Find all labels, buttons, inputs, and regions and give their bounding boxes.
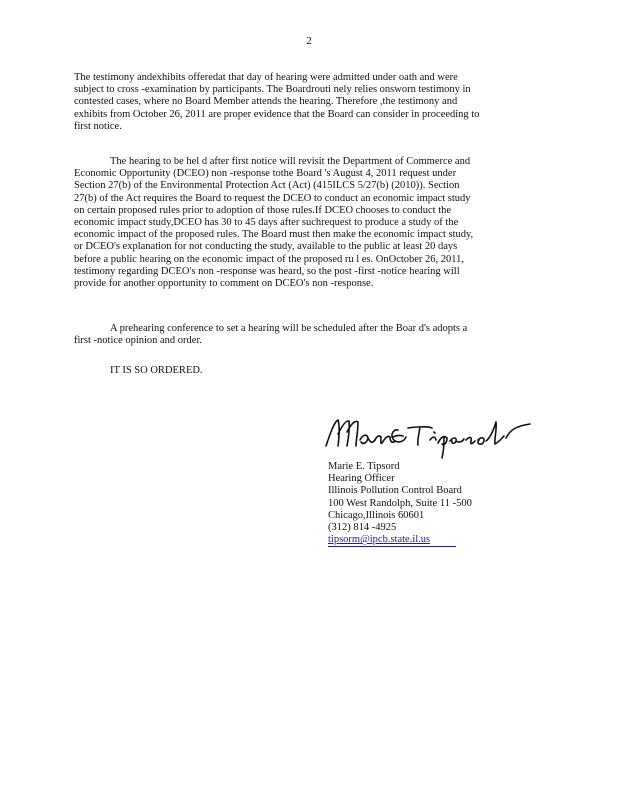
paragraph-testimony: [74, 72, 542, 133]
signer-city: Chicago,Illinois 60601: [328, 509, 425, 521]
closing-statement: IT IS SO ORDERED.: [110, 365, 203, 376]
signer-name: Marie E. Tipsord: [328, 461, 400, 472]
paragraph-line: first -notice opinion and order.: [74, 335, 203, 347]
signer-address: 100 West Randolph, Suite 11 -500: [328, 497, 472, 509]
paragraph-line: first notice.: [74, 120, 122, 132]
paragraph-line: on certain proposed rules prior to adoption of those rules.If DCEO chooses to conduct the: [74, 204, 452, 216]
paragraph-line: before a public hearing on the economic impact of the proposed ru l es. OnOctober 26, 2011,: [74, 253, 465, 265]
paragraph-line: 27(b) of the Act requires the Board to request the DCEO to conduct an economic impact study: [74, 192, 471, 204]
paragraph-line: exhibits from October 26, 2011 are proper evidence that the Board can consider in proceeding to: [74, 108, 480, 120]
paragraph-line: A prehearing conference to set a hearing will be scheduled after the Boar d's adopts a: [110, 323, 468, 334]
signer-organization: Illinois Pollution Control Board: [328, 485, 462, 497]
paragraph-line: economic impact of the proposed rules. The Board must then make the economic impact study,: [74, 229, 474, 241]
paragraph-line: contested cases, where no Board Member attends the hearing. Therefore ,the testimony and: [74, 96, 458, 108]
signature-block: [328, 461, 472, 547]
paragraph-line: or DCEO's explanation for not conducting the study, available to the public at least 20 days: [74, 241, 458, 253]
email-line: [328, 534, 472, 547]
email-link[interactable]: tipsorm@ipcb.state.il.us: [328, 534, 431, 546]
paragraph-line: subject to cross -examination by participants. The Boardrouti nely relies onsworn testimony in: [74, 84, 471, 96]
paragraph-line: provide for another opportunity to comment on DCEO's non -response.: [74, 278, 374, 290]
paragraph-line: The hearing to be hel d after first notice will revisit the Department of Commerce and: [110, 156, 471, 167]
signer-phone: (312) 814 -4925: [328, 522, 397, 534]
paragraph-line: The testimony andexhibits offeredat that day of hearing were admitted under oath and were: [74, 72, 458, 83]
signer-title: Hearing Officer: [328, 473, 395, 485]
paragraph-line: Economic Opportunity (DCEO) non -response tothe Board 's August 4, 2011 request under: [74, 168, 457, 180]
paragraph-line: testimony regarding DCEO's non -response was heard, so the post -first -notice hearing will: [74, 265, 460, 277]
page-number: 2: [306, 35, 312, 47]
paragraph-line: Section 27(b) of the Environmental Protection Act (Act) (415ILCS 5/27(b) (2010)). Section: [74, 180, 460, 192]
paragraph-hearing: [74, 156, 542, 290]
paragraph-line: economic impact study,DCEO has 30 to 45 days after suchrequest to produce a study of the: [74, 217, 459, 229]
paragraph-prehearing: [74, 323, 542, 347]
handwritten-signature: [320, 410, 550, 460]
